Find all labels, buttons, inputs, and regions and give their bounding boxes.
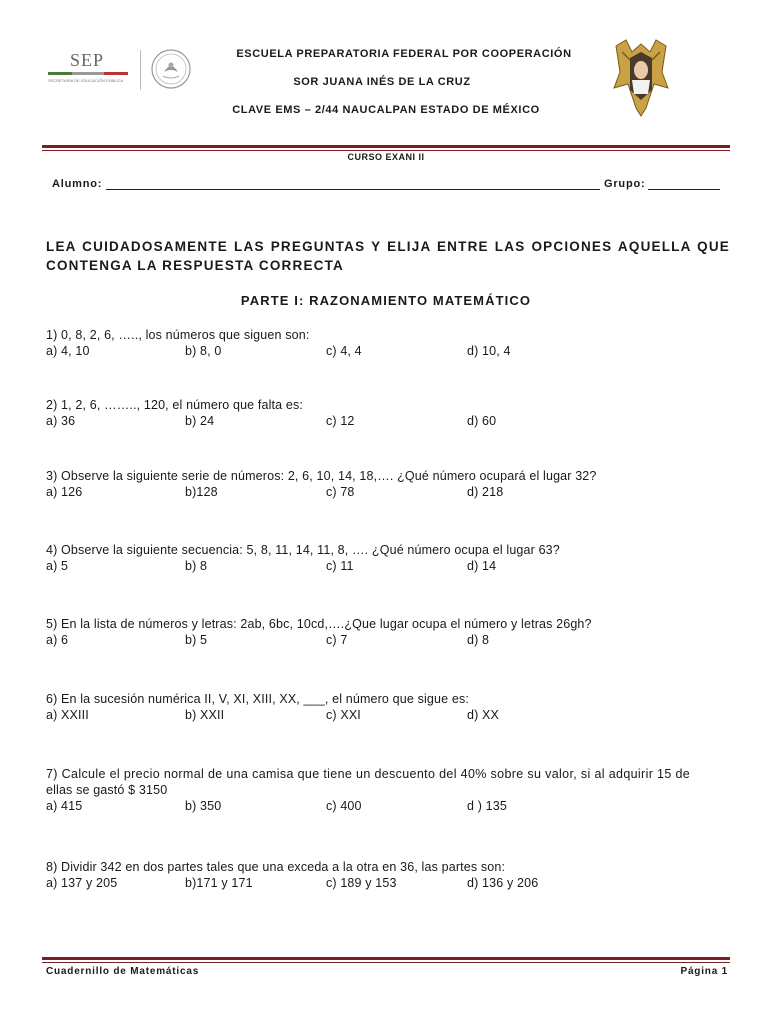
option-b[interactable]: b) 350 xyxy=(185,799,222,813)
option-c[interactable]: c) XXI xyxy=(326,708,361,722)
option-c[interactable]: c) 189 y 153 xyxy=(326,876,397,890)
option-c[interactable]: c) 7 xyxy=(326,633,348,647)
question-text: 4) Observe la siguiente secuencia: 5, 8, 11, 14, 11, 8, …. ¿Qué número ocupa el lugar 63? xyxy=(46,543,560,557)
question-5 xyxy=(46,616,736,648)
options-row xyxy=(46,484,736,500)
course-title: CURSO EXANI II xyxy=(347,152,425,162)
header-rule xyxy=(42,145,730,151)
grupo-label: Grupo: xyxy=(604,178,646,190)
option-a[interactable]: a) 4, 10 xyxy=(46,344,90,358)
option-a[interactable]: a) 415 xyxy=(46,799,83,813)
options-row xyxy=(46,707,736,723)
option-d[interactable]: d) 8 xyxy=(467,633,490,647)
option-d[interactable]: d) 218 xyxy=(467,485,504,499)
option-b[interactable]: b) 8 xyxy=(185,559,208,573)
option-c[interactable]: c) 12 xyxy=(326,414,355,428)
option-a[interactable]: a) 126 xyxy=(46,485,83,499)
part-title: PARTE I: RAZONAMIENTO MATEMÁTICO xyxy=(240,293,532,308)
grupo-field[interactable] xyxy=(648,189,720,190)
question-text: 6) En la sucesión numérica II, V, XI, XIII, XX, ___, el número que sigue es: xyxy=(46,692,469,706)
option-d[interactable]: d) 60 xyxy=(467,414,497,428)
options-row xyxy=(46,632,736,648)
option-b[interactable]: b) XXII xyxy=(185,708,225,722)
option-b[interactable]: b)171 y 171 xyxy=(185,876,253,890)
option-c[interactable]: c) 11 xyxy=(326,559,354,573)
option-d[interactable]: d) 14 xyxy=(467,559,497,573)
options-row xyxy=(46,558,736,574)
school-subname: SOR JUANA INÉS DE LA CRUZ xyxy=(293,76,471,88)
page-number: Página 1 xyxy=(680,966,728,977)
option-a[interactable]: a) 6 xyxy=(46,633,69,647)
question-text: 1) 0, 8, 2, 6, ….., los números que siguen son: xyxy=(46,328,310,342)
alumno-label: Alumno: xyxy=(52,178,103,190)
student-line xyxy=(52,178,724,194)
footer-rule xyxy=(42,957,730,963)
sep-logo-subtext: SECRETARÍA DE EDUCACIÓN PÚBLICA xyxy=(48,78,124,83)
option-b[interactable]: b) 24 xyxy=(185,414,215,428)
options-row xyxy=(46,343,736,359)
question-3 xyxy=(46,468,736,500)
options-row xyxy=(46,413,736,429)
question-1 xyxy=(46,327,736,359)
option-d[interactable]: d) 136 y 206 xyxy=(467,876,539,890)
sep-logo-bar xyxy=(48,72,128,75)
question-text: 2) 1, 2, 6, …….., 120, el número que falta es: xyxy=(46,398,304,412)
option-b[interactable]: b)128 xyxy=(185,485,218,499)
question-7 xyxy=(46,766,736,814)
question-text-continued: ellas se gastó $ 3150 xyxy=(46,783,168,797)
option-b[interactable]: b) 5 xyxy=(185,633,208,647)
options-row xyxy=(46,798,736,814)
option-d[interactable]: d) 10, 4 xyxy=(467,344,511,358)
question-text: 8) Dividir 342 en dos partes tales que una exceda a la otra en 36, las partes son: xyxy=(46,860,506,874)
footer-title: Cuadernillo de Matemáticas xyxy=(46,966,200,977)
option-a[interactable]: a) 5 xyxy=(46,559,69,573)
option-a[interactable]: a) 137 y 205 xyxy=(46,876,118,890)
option-d[interactable]: d) XX xyxy=(467,708,500,722)
question-text: 5) En la lista de números y letras: 2ab, 6bc, 10cd,….¿Que lugar ocupa el número y letras 26gh? xyxy=(46,617,592,631)
option-c[interactable]: c) 78 xyxy=(326,485,355,499)
option-a[interactable]: a) XXIII xyxy=(46,708,89,722)
instructions-line1: LEA CUIDADOSAMENTE LAS PREGUNTAS Y ELIJA ENTRE LAS OPCIONES AQUELLA QUE xyxy=(46,239,730,254)
alumno-field[interactable] xyxy=(106,189,600,190)
question-2 xyxy=(46,397,736,429)
option-c[interactable]: c) 400 xyxy=(326,799,362,813)
instructions-line2: CONTENGA LA RESPUESTA CORRECTA xyxy=(46,258,345,273)
option-a[interactable]: a) 36 xyxy=(46,414,76,428)
sep-logo-text: SEP xyxy=(70,50,105,70)
question-text: 3) Observe la siguiente serie de números: 2, 6, 10, 14, 18,…. ¿Qué número ocupará el lugar 32? xyxy=(46,469,597,483)
option-d[interactable]: d ) 135 xyxy=(467,799,507,813)
question-text: 7) Calcule el precio normal de una camisa que tiene un descuento del 40% sobre su valor, si al adquirir 15 de xyxy=(46,767,691,781)
question-4 xyxy=(46,542,736,574)
question-8 xyxy=(46,859,736,891)
question-6 xyxy=(46,691,736,723)
school-name: ESCUELA PREPARATORIA FEDERAL POR COOPERACIÓN xyxy=(236,48,572,60)
options-row xyxy=(46,875,736,891)
school-key: CLAVE EMS – 2/44 NAUCALPAN ESTADO DE MÉXICO xyxy=(232,104,540,116)
option-b[interactable]: b) 8, 0 xyxy=(185,344,222,358)
option-c[interactable]: c) 4, 4 xyxy=(326,344,362,358)
